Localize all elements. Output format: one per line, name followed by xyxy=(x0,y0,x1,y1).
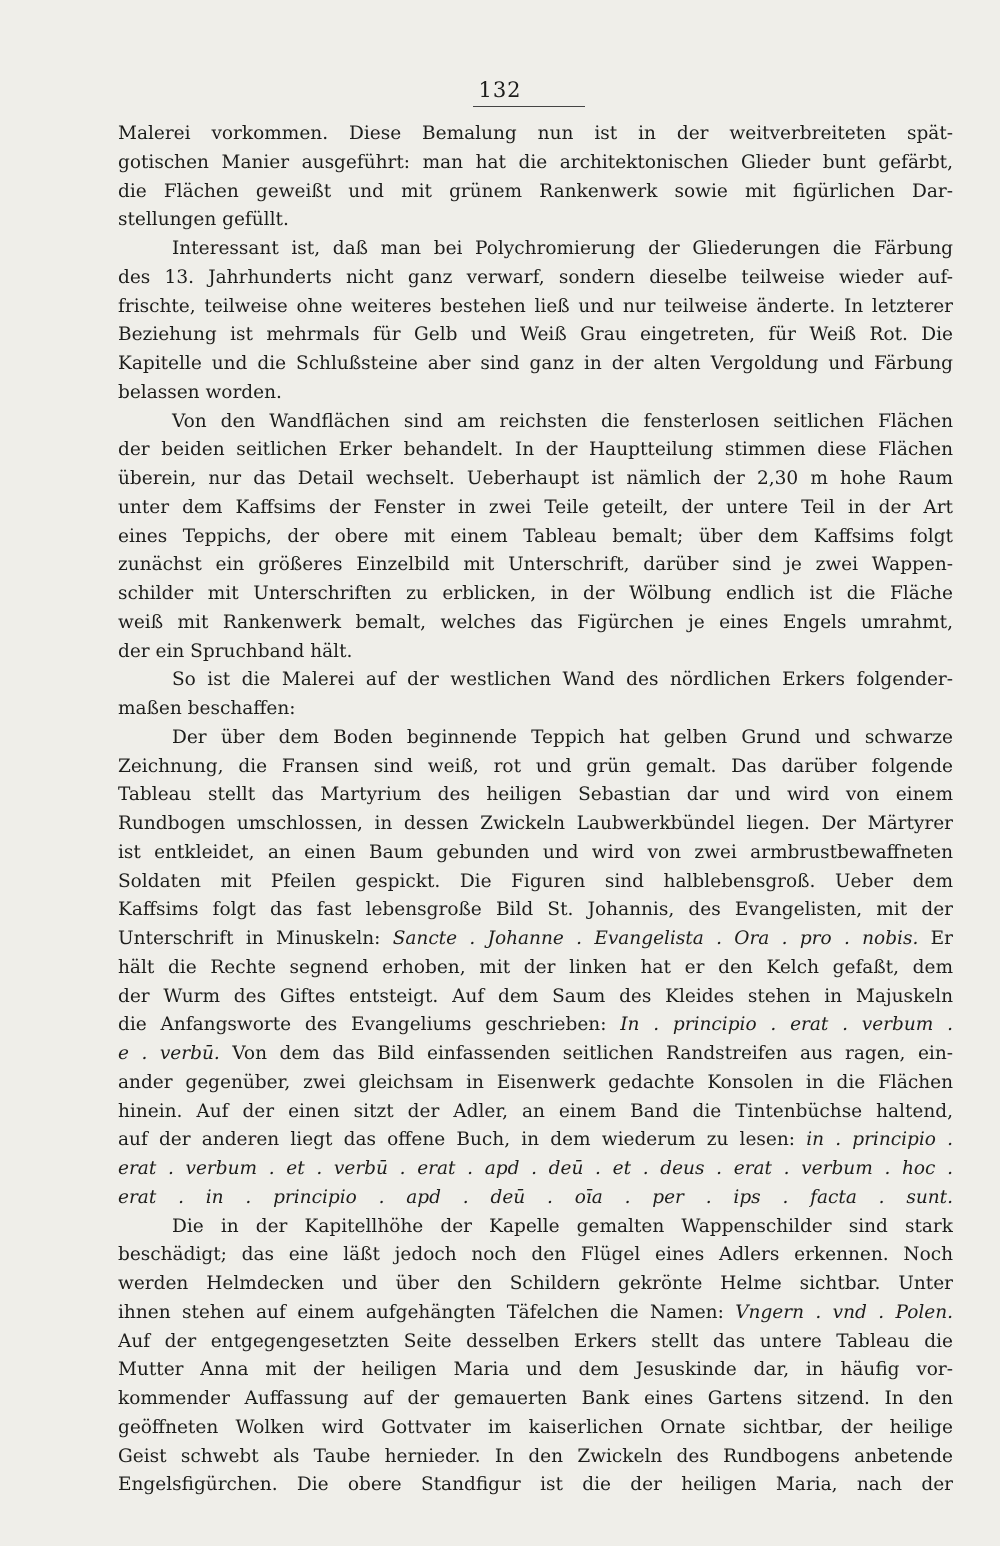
text-segment: Unterschrift in Minuskeln: xyxy=(118,928,393,949)
text-segment: Beziehung ist mehrmals für Gelb und Weiß Grau eingetreten, für Weiß Rot. Die xyxy=(118,324,953,346)
text-segment: maßen beschaffen: xyxy=(118,698,296,719)
text-segment: Der über dem Boden beginnende Teppich hat gelben Grund und schwarze xyxy=(172,726,953,748)
text-line xyxy=(118,1270,953,1299)
text-line xyxy=(118,1328,953,1357)
text-segment: Kaffsims folgt das fast lebensgroße Bild St. Johannis, des Evangelisten, mit der xyxy=(118,899,953,921)
text-line xyxy=(118,1471,953,1500)
text-segment: ist entkleidet, an einen Baum gebunden und wird von zwei armbrustbewaffneten xyxy=(118,841,953,863)
text-line xyxy=(118,580,953,609)
text-segment: schilder mit Unterschriften zu erblicken, in der Wölbung endlich ist die Fläche xyxy=(118,583,953,604)
text-segment: So ist die Malerei auf der westlichen Wand des nördlichen Erkers folgender- xyxy=(172,669,953,691)
text-line xyxy=(118,1385,953,1414)
text-line xyxy=(118,465,953,494)
italic-latin-text: erat . in . principio . apd . deū . oīa . per . ips . facta . sunt. xyxy=(118,1186,953,1208)
text-line xyxy=(118,1155,953,1184)
text-line xyxy=(118,1443,953,1472)
text-line xyxy=(118,1098,953,1127)
text-line xyxy=(118,925,953,954)
text-segment: hinein. Auf der einen sitzt der Adler, an einem Band die Tintenbüchse haltend, xyxy=(118,1100,953,1122)
italic-latin-text: e . verbū. xyxy=(118,1043,220,1064)
italic-latin-text: in . principio . xyxy=(806,1129,953,1151)
text-line xyxy=(118,1069,953,1098)
text-line xyxy=(118,1213,953,1242)
text-line xyxy=(118,321,953,350)
text-segment: gotischen Manier ausgeführt: man hat die architektonischen Glieder bunt gefärbt, xyxy=(118,151,953,173)
header-rule xyxy=(473,106,585,107)
text-line xyxy=(118,1356,953,1385)
text-line xyxy=(118,1184,953,1213)
text-segment: zunächst ein größeres Einzelbild mit Unterschrift, darüber sind je zwei Wappen- xyxy=(118,554,953,576)
italic-latin-text: erat . verbum . et . verbū . erat . apd . deū . et . deus . erat . verbum . hoc . xyxy=(118,1158,953,1179)
text-line xyxy=(118,839,953,868)
text-segment: der beiden seitlichen Erker behandelt. In der Hauptteilung stimmen diese Flächen xyxy=(118,439,953,461)
text-segment: der Wurm des Giftes entsteigt. Auf dem Saum des Kleides stehen in Majuskeln xyxy=(118,985,953,1007)
italic-latin-text: Vngern . vnd . Polen. xyxy=(735,1301,953,1323)
text-segment: frischte, teilweise ohne weiteres bestehen ließ und nur teilweise änderte. In letzterer xyxy=(118,295,953,317)
text-line xyxy=(118,436,953,465)
text-segment: weiß mit Rankenwerk bemalt, welches das Figürchen je eines Engels umrahmt, xyxy=(118,611,953,633)
text-segment: Die in der Kapitellhöhe der Kapelle gemalten Wappenschilder sind stark xyxy=(172,1215,953,1237)
text-segment: Zeichnung, die Fransen sind weiß, rot und grün gemalt. Das darüber folgende xyxy=(118,755,953,777)
text-line xyxy=(118,666,953,695)
text-line xyxy=(118,350,953,379)
text-line xyxy=(118,781,953,810)
text-line xyxy=(118,379,953,408)
text-line xyxy=(118,494,953,523)
text-line xyxy=(118,149,953,178)
text-segment: ihnen stehen auf einem aufgehängten Täfelchen die Namen: xyxy=(118,1301,736,1323)
text-segment: überein, nur das Detail wechselt. Ueberhaupt ist nämlich der 2,30 m hohe Raum xyxy=(118,468,953,489)
text-segment: Mutter Anna mit der heiligen Maria und dem Jesuskinde dar, in häufig vor- xyxy=(118,1359,953,1381)
text-line xyxy=(118,1414,953,1443)
text-segment: hält die Rechte segnend erhoben, mit der linken hat er den Kelch gefaßt, dem xyxy=(118,956,953,978)
text-segment: der ein Spruchband hält. xyxy=(118,640,353,662)
text-line xyxy=(118,408,953,437)
text-line xyxy=(118,638,953,667)
text-segment: Auf der entgegengesetzten Seite desselben Erkers stellt das untere Tableau die xyxy=(118,1330,953,1352)
text-segment: Geist schwebt als Taube hernieder. In den Zwickeln des Rundbogens anbetende xyxy=(118,1445,953,1467)
text-segment: werden Helmdecken und über den Schildern gekrönte Helme sichtbar. Unter xyxy=(118,1273,953,1294)
text-line xyxy=(118,1299,953,1328)
text-segment: die Flächen geweißt und mit grünem Rankenwerk sowie mit figürlichen Dar- xyxy=(118,180,953,202)
text-line xyxy=(118,868,953,897)
text-line xyxy=(118,235,953,264)
text-segment: eines Teppichs, der obere mit einem Tableau bemalt; über dem Kaffsims folgt xyxy=(118,525,953,547)
text-line xyxy=(118,695,953,724)
text-segment: Rundbogen umschlossen, in dessen Zwickeln Laubwerkbündel liegen. Der Märtyrer xyxy=(118,813,953,834)
text-line xyxy=(118,206,953,235)
text-segment: Engelsfigürchen. Die obere Standfigur ist die der heiligen Maria, nach der xyxy=(118,1474,953,1496)
text-segment: kommender Auffassung auf der gemauerten Bank eines Gartens sitzend. In den xyxy=(118,1388,953,1409)
text-segment: Soldaten mit Pfeilen gespickt. Die Figuren sind halblebensgroß. Ueber dem xyxy=(118,870,953,892)
text-line xyxy=(118,293,953,322)
text-line xyxy=(118,609,953,638)
text-segment: Von den Wandflächen sind am reichsten die fensterlosen seitlichen Flächen xyxy=(172,410,953,432)
text-segment: geöffneten Wolken wird Gottvater im kaiserlichen Ornate sichtbar, der heilige xyxy=(118,1416,953,1438)
text-line xyxy=(118,523,953,552)
text-line xyxy=(118,551,953,580)
text-segment: beschädigt; das eine läßt jedoch noch den Flügel eines Adlers erkennen. Noch xyxy=(118,1244,953,1266)
italic-latin-text: Sancte . Johanne . Evangelista . Ora . pro . nobis. xyxy=(392,928,919,949)
text-line xyxy=(118,1241,953,1270)
text-segment: Kapitelle und die Schlußsteine aber sind ganz in der alten Vergoldung und Färbung xyxy=(118,353,953,374)
text-line xyxy=(118,983,953,1012)
text-line xyxy=(118,1040,953,1069)
text-line xyxy=(118,724,953,753)
text-segment: des 13. Jahrhunderts nicht ganz verwarf, sondern dieselbe teilweise wieder auf- xyxy=(118,266,953,288)
text-line xyxy=(118,178,953,207)
text-segment: Interessant ist, daß man bei Polychromierung der Gliederungen die Färbung xyxy=(172,238,953,259)
text-segment: belassen worden. xyxy=(118,381,282,403)
text-segment: unter dem Kaffsims der Fenster in zwei Teile geteilt, der untere Teil in der Art xyxy=(118,496,953,518)
text-segment: Malerei vorkommen. Diese Bemalung nun ist in der weitverbreiteten spät- xyxy=(118,123,953,144)
text-line xyxy=(118,753,953,782)
text-segment: stellungen gefüllt. xyxy=(118,209,289,231)
italic-latin-text: In . principio . erat . verbum . xyxy=(620,1014,953,1036)
text-line xyxy=(118,264,953,293)
page-number: 132 xyxy=(478,78,522,102)
text-segment: Er xyxy=(918,928,953,949)
text-segment: ander gegenüber, zwei gleichsam in Eisenwerk gedachte Konsolen in die Flächen xyxy=(118,1071,953,1093)
text-line xyxy=(118,810,953,839)
text-line xyxy=(118,1126,953,1155)
text-line xyxy=(118,896,953,925)
text-line xyxy=(118,954,953,983)
text-line xyxy=(118,1011,953,1040)
text-line xyxy=(118,120,953,149)
text-segment: Tableau stellt das Martyrium des heiligen Sebastian dar und wird von einem xyxy=(118,784,953,806)
text-segment: die Anfangsworte des Evangeliums geschrieben: xyxy=(118,1014,621,1036)
body-text xyxy=(118,120,953,1500)
text-segment: Von dem das Bild einfassenden seitlichen Randstreifen aus ragen, ein- xyxy=(219,1043,953,1064)
text-segment: auf der anderen liegt das offene Buch, in dem wiederum zu lesen: xyxy=(118,1129,807,1151)
